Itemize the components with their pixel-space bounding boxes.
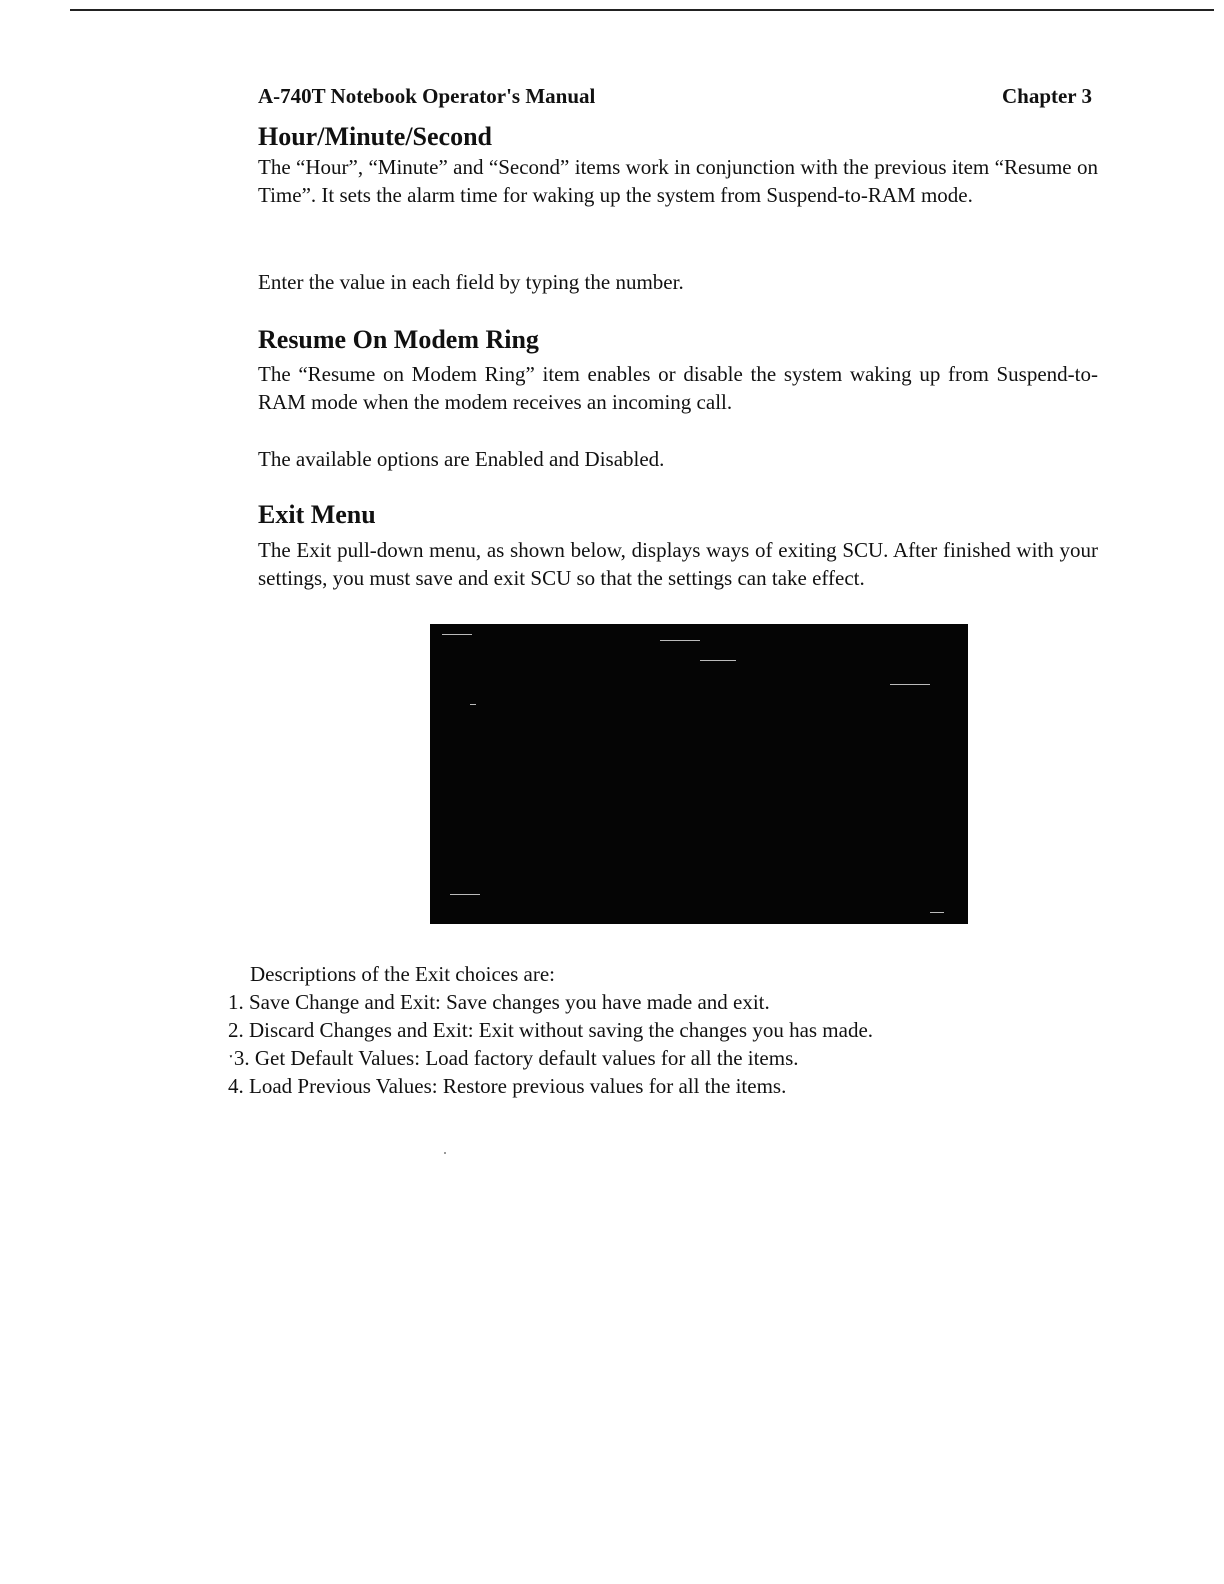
- paragraph-resume-on-modem-ring: The “Resume on Modem Ring” item enables or disable the system waking up from Suspend-to-RAM mode when the modem receives an incoming call.: [258, 362, 1098, 414]
- section-heading-exit-menu: Exit Menu: [258, 500, 376, 529]
- exit-menu-screenshot: [430, 624, 968, 924]
- scan-speck: [444, 1152, 446, 1154]
- top-rule: [70, 9, 1214, 11]
- exit-choice-save-change-and-exit: 1. Save Change and Exit: Save changes you have made and exit.: [228, 990, 770, 1014]
- exit-choice-load-previous-values: 4. Load Previous Values: Restore previous values for all the items.: [228, 1074, 787, 1098]
- running-header: [258, 84, 1092, 109]
- paragraph-hour-minute-second: The “Hour”, “Minute” and “Second” items work in conjunction with the previous item “Resume on Time”. It sets the alarm time for waking up the system from Suspend-to-RAM mode.: [258, 155, 1098, 207]
- exit-choice-get-default-values: ˑ3. Get Default Values: Load factory default values for all the items.: [228, 1046, 799, 1070]
- exit-choices-intro: Descriptions of the Exit choices are:: [250, 962, 555, 986]
- paragraph-enter-value: Enter the value in each field by typing the number.: [258, 270, 684, 294]
- section-heading-resume-on-modem-ring: Resume On Modem Ring: [258, 325, 539, 354]
- exit-choice-discard-changes-and-exit: 2. Discard Changes and Exit: Exit without saving the changes you has made.: [228, 1018, 874, 1042]
- chapter-label: Chapter 3: [1001, 84, 1092, 108]
- paragraph-exit-menu: The Exit pull-down menu, as shown below, displays ways of exiting SCU. After finished with your settings, you must save and exit SCU so that the settings can take effect.: [258, 538, 1098, 590]
- paragraph-available-options: The available options are Enabled and Disabled.: [258, 447, 665, 471]
- section-heading-hour-minute-second: Hour/Minute/Second: [258, 122, 493, 151]
- exit-choices-list: [228, 988, 873, 1100]
- manual-title: A-740T Notebook Operator's Manual: [258, 84, 596, 108]
